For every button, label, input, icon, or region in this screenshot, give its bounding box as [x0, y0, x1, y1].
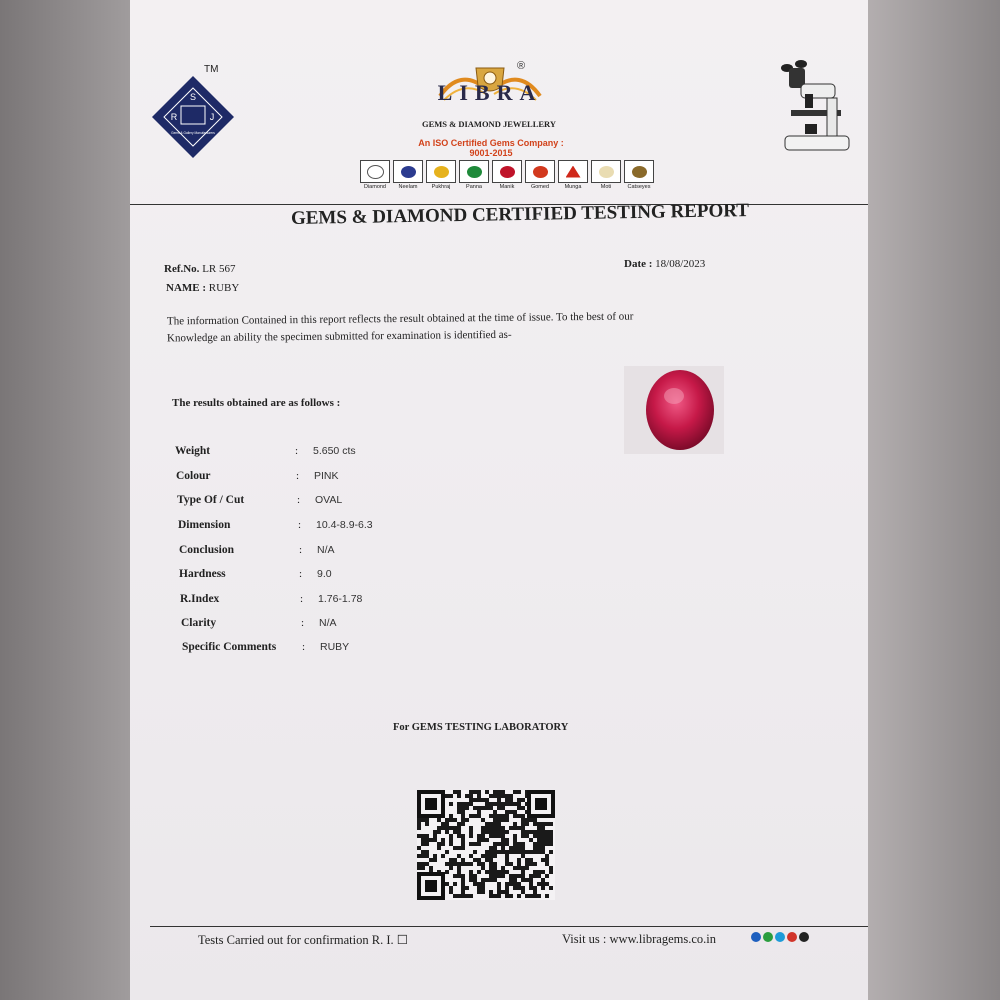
name-line [166, 282, 239, 294]
result-colon: : [298, 519, 302, 531]
result-row [177, 494, 477, 514]
intro-paragraph-line-1: The information Contained in this report reflects the result obtained at the time of issue. To the best of our [166, 310, 634, 328]
result-value: 9.0 [317, 568, 332, 580]
result-label: Specific Comments [182, 641, 277, 653]
social-icon[interactable] [799, 932, 809, 942]
social-icon[interactable] [787, 932, 797, 942]
gemstone-strip [360, 160, 654, 190]
gem-label: Diamond [363, 184, 386, 190]
ruby-gemstone-photo [624, 366, 724, 454]
result-label: Conclusion [179, 544, 234, 556]
gem-icon [525, 160, 555, 183]
gem-label: Gomed [530, 184, 550, 190]
name-value: RUBY [208, 282, 240, 294]
result-label: Weight [175, 445, 211, 457]
gem-panna [459, 160, 489, 190]
result-colon: : [299, 544, 303, 556]
result-colon: : [302, 641, 306, 653]
gem-label: Catseyes [627, 184, 651, 190]
ref-number [164, 263, 236, 275]
rsj-letter-s: S [189, 92, 197, 102]
gem-icon [591, 160, 621, 183]
date-value: 18/08/2023 [655, 258, 706, 270]
gem-label: Munga [564, 184, 582, 190]
certificate-page [130, 0, 868, 1000]
result-row [175, 445, 475, 465]
result-row [179, 544, 479, 564]
date-line [624, 258, 705, 270]
result-colon: : [301, 617, 305, 629]
microscope-icon [775, 58, 855, 158]
footer-website-link[interactable]: Visit us : www.libragems.co.in [562, 932, 716, 946]
social-icon[interactable] [763, 932, 773, 942]
qr-code[interactable] [417, 790, 555, 900]
results-heading: The results obtained are as follows : [172, 397, 341, 409]
result-colon: : [299, 568, 303, 580]
trademark-mark: TM [204, 64, 219, 75]
gem-munga [558, 160, 588, 190]
result-label: R.Index [180, 593, 220, 605]
background-left [0, 0, 130, 1000]
result-row [180, 593, 480, 613]
result-label: Clarity [181, 617, 217, 629]
gem-icon [492, 160, 522, 183]
result-value: RUBY [320, 641, 350, 653]
result-colon: : [295, 445, 299, 457]
report-title: GEMS & DIAMOND CERTIFIED TESTING REPORT [290, 200, 750, 229]
result-colon: : [297, 494, 301, 506]
social-icon[interactable] [775, 932, 785, 942]
gem-label: Panna [466, 184, 482, 190]
intro-paragraph-line-2: Knowledge an ability the specimen submitted for examination is identified as- [166, 328, 512, 345]
result-label: Hardness [179, 568, 226, 580]
rsj-caption: Gems & Gallery Manufacturers [171, 131, 215, 135]
gem-label: Moti [600, 184, 612, 190]
result-value: 5.650 cts [313, 445, 356, 457]
registered-mark: ® [517, 60, 526, 72]
result-row [181, 617, 481, 637]
footer-divider [150, 926, 868, 927]
gem-icon [558, 160, 588, 183]
result-colon: : [296, 470, 300, 482]
result-value: 10.4-8.9-6.3 [316, 519, 373, 531]
gem-icon [624, 160, 654, 183]
libra-subtitle: GEMS & DIAMOND JEWELLERY [421, 119, 557, 129]
iso-certification-line: An ISO Certified Gems Company : 9001-2015 [418, 138, 564, 158]
result-value: 1.76-1.78 [318, 593, 363, 605]
social-icons [751, 932, 809, 942]
gem-icon [360, 160, 390, 183]
result-row [182, 641, 482, 661]
result-row [179, 568, 479, 588]
gem-moti [591, 160, 621, 190]
gem-icon [459, 160, 489, 183]
gem-gomed [525, 160, 555, 190]
gem-manik [492, 160, 522, 190]
result-label: Type Of / Cut [177, 494, 245, 506]
background-right [868, 0, 1000, 1000]
gem-label: Manik [499, 184, 515, 190]
gem-label: Pukhraj [431, 184, 451, 190]
result-label: Dimension [178, 519, 231, 531]
gem-icon [393, 160, 423, 183]
result-colon: : [300, 593, 304, 605]
gem-diamond [360, 160, 390, 190]
result-value: PINK [314, 470, 339, 482]
date-label: Date : [624, 258, 653, 270]
gem-neelam [393, 160, 423, 190]
gem-catseyes [624, 160, 654, 190]
gem-label: Neelam [398, 184, 418, 190]
result-row [178, 519, 478, 539]
result-row [176, 470, 476, 490]
ref-value: LR 567 [202, 263, 236, 275]
footer-confirmation-text: Tests Carried out for confirmation R. I. ☐ [198, 933, 408, 947]
result-value: OVAL [315, 494, 343, 506]
libra-brand-title: LIBRA [437, 80, 543, 105]
lab-label: For GEMS TESTING LABORATORY [393, 722, 569, 733]
result-value: N/A [319, 617, 337, 629]
rsj-letter-j: J [209, 112, 215, 122]
gem-icon [426, 160, 456, 183]
social-icon[interactable] [751, 932, 761, 942]
result-label: Colour [176, 470, 211, 482]
gem-pukhraj [426, 160, 456, 190]
ref-label: Ref.No. [164, 263, 200, 275]
rsj-letter-r: R [170, 112, 178, 122]
name-label: NAME : [166, 282, 207, 294]
result-value: N/A [317, 544, 335, 556]
rsj-logo [150, 74, 236, 160]
